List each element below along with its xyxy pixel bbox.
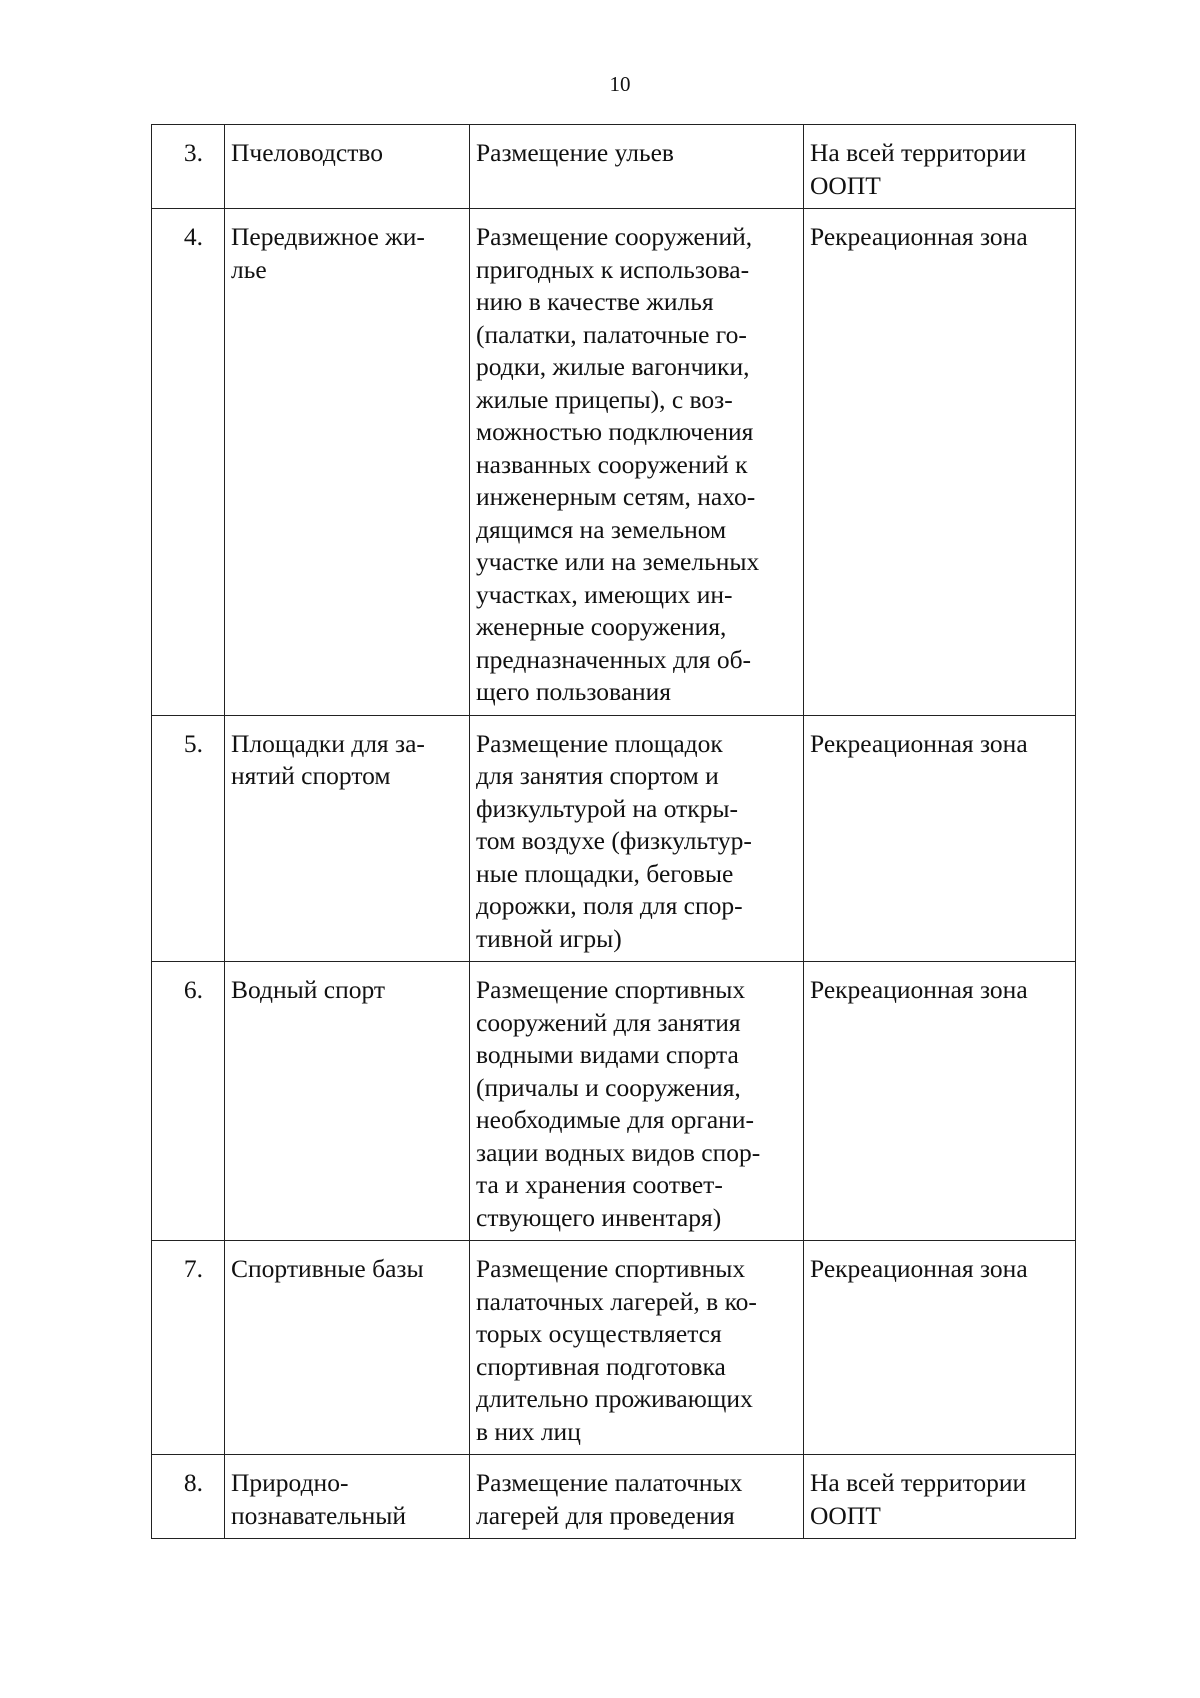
description-cell-line: лагерей для проведения xyxy=(476,1500,735,1530)
description-cell-line: Размещение спортивных xyxy=(476,975,746,1004)
zone-cell-line: На всей территории xyxy=(810,138,1027,167)
zone-cell xyxy=(804,1241,1076,1455)
activity-cell-line: Передвижное жи- xyxy=(231,222,425,251)
activity-cell-line: лье xyxy=(231,254,267,284)
description-cell-line: (причалы и сооружения, xyxy=(476,1072,741,1102)
description-cell-line: водными видами спорта xyxy=(476,1040,739,1069)
activity-cell xyxy=(225,125,470,209)
table-row xyxy=(152,1241,1076,1455)
activity-cell xyxy=(225,209,470,716)
activity-cell xyxy=(225,1241,470,1455)
description-cell-line: ствующего инвентаря) xyxy=(476,1202,722,1232)
page-number: 10 xyxy=(609,72,631,96)
description-cell-line: (палатки, палаточные го- xyxy=(476,319,747,349)
description-cell-line: Размещение ульев xyxy=(476,138,674,167)
row-number: 6. xyxy=(152,962,225,1241)
description-cell-line: участке или на земельных xyxy=(476,547,760,576)
zone-cell-line: ООПТ xyxy=(810,170,881,200)
description-cell-line: палаточных лагерей, в ко- xyxy=(476,1286,757,1316)
description-cell-line: тивной игры) xyxy=(476,923,622,953)
description-cell-line: в них лиц xyxy=(476,1416,581,1446)
row-number: 7. xyxy=(152,1241,225,1455)
description-cell-line: ные площадки, беговые xyxy=(476,858,734,888)
zone-cell xyxy=(804,125,1076,209)
activity-cell xyxy=(225,715,470,962)
table-row xyxy=(152,209,1076,716)
description-cell-line: нию в качестве жилья xyxy=(476,287,714,316)
description-cell-line: инженерным сетям, нахо- xyxy=(476,482,756,511)
description-cell xyxy=(470,1455,804,1539)
description-cell-line: торых осуществляется xyxy=(476,1319,722,1348)
row-number: 8. xyxy=(152,1455,225,1539)
description-cell-line: Размещение сооружений, xyxy=(476,222,753,251)
activity-cell-line: Пчеловодство xyxy=(231,138,383,167)
zone-cell xyxy=(804,209,1076,716)
zone-cell-line: ООПТ xyxy=(810,1500,881,1530)
description-cell xyxy=(470,962,804,1241)
description-cell-line: названных сооружений к xyxy=(476,449,748,479)
description-cell xyxy=(470,209,804,716)
zone-cell xyxy=(804,1455,1076,1539)
zone-cell xyxy=(804,715,1076,962)
description-cell-line: для занятия спортом и xyxy=(476,761,719,790)
table-row xyxy=(152,1455,1076,1539)
row-number: 5. xyxy=(152,715,225,962)
activity-cell xyxy=(225,1455,470,1539)
description-cell-line: том воздухе (физкультур- xyxy=(476,826,752,855)
activity-cell-line: Площадки для за- xyxy=(231,728,425,758)
table-row xyxy=(152,125,1076,209)
description-cell xyxy=(470,1241,804,1455)
description-cell xyxy=(470,125,804,209)
row-number: 4. xyxy=(152,209,225,716)
zone-cell-line: Рекреационная зона xyxy=(810,1254,1028,1283)
activity-cell-line: Природно- xyxy=(231,1468,349,1497)
zone-cell xyxy=(804,962,1076,1241)
description-cell-line: женерные сооружения, xyxy=(476,612,727,641)
description-cell-line: длительно проживающих xyxy=(476,1384,753,1413)
description-cell-line: щего пользования xyxy=(476,677,672,706)
description-cell-line: пригодных к использова- xyxy=(476,254,750,284)
description-cell-line: можностью подключения xyxy=(476,417,754,446)
description-cell-line: та и хранения соответ- xyxy=(476,1170,723,1199)
zone-cell-line: Рекреационная зона xyxy=(810,222,1028,251)
table-body xyxy=(152,125,1076,1539)
description-cell-line: Размещение площадок xyxy=(476,728,723,758)
description-cell xyxy=(470,715,804,962)
activity-cell-line: познавательный xyxy=(231,1500,407,1530)
zone-cell-line: На всей территории xyxy=(810,1468,1027,1497)
description-cell-line: Размещение спортивных xyxy=(476,1254,746,1283)
activity-cell-line: нятий спортом xyxy=(231,761,391,790)
description-cell-line: сооружений для занятия xyxy=(476,1007,741,1037)
description-cell-line: необходимые для органи- xyxy=(476,1105,754,1134)
activity-cell-line: Спортивные базы xyxy=(231,1254,424,1283)
table-row xyxy=(152,715,1076,962)
description-cell-line: дорожки, поля для спор- xyxy=(476,891,743,920)
description-cell-line: жилые прицепы), с воз- xyxy=(476,384,733,414)
description-cell-line: участках, имеющих ин- xyxy=(476,579,733,609)
description-cell-line: зации водных видов спор- xyxy=(476,1137,761,1167)
table-row xyxy=(152,962,1076,1241)
description-cell-line: Размещение палаточных xyxy=(476,1468,743,1497)
zone-cell-line: Рекреационная зона xyxy=(810,975,1028,1004)
description-cell-line: предназначенных для об- xyxy=(476,644,752,674)
row-number: 3. xyxy=(152,125,225,209)
activity-cell xyxy=(225,962,470,1241)
description-cell-line: спортивная подготовка xyxy=(476,1351,726,1381)
land-use-table xyxy=(151,124,1076,1539)
description-cell-line: родки, жилые вагончики, xyxy=(476,352,750,381)
activity-cell-line: Водный спорт xyxy=(231,975,386,1004)
description-cell-line: дящимся на земельном xyxy=(476,514,727,544)
zone-cell-line: Рекреационная зона xyxy=(810,728,1028,758)
description-cell-line: физкультурой на откры- xyxy=(476,793,739,823)
